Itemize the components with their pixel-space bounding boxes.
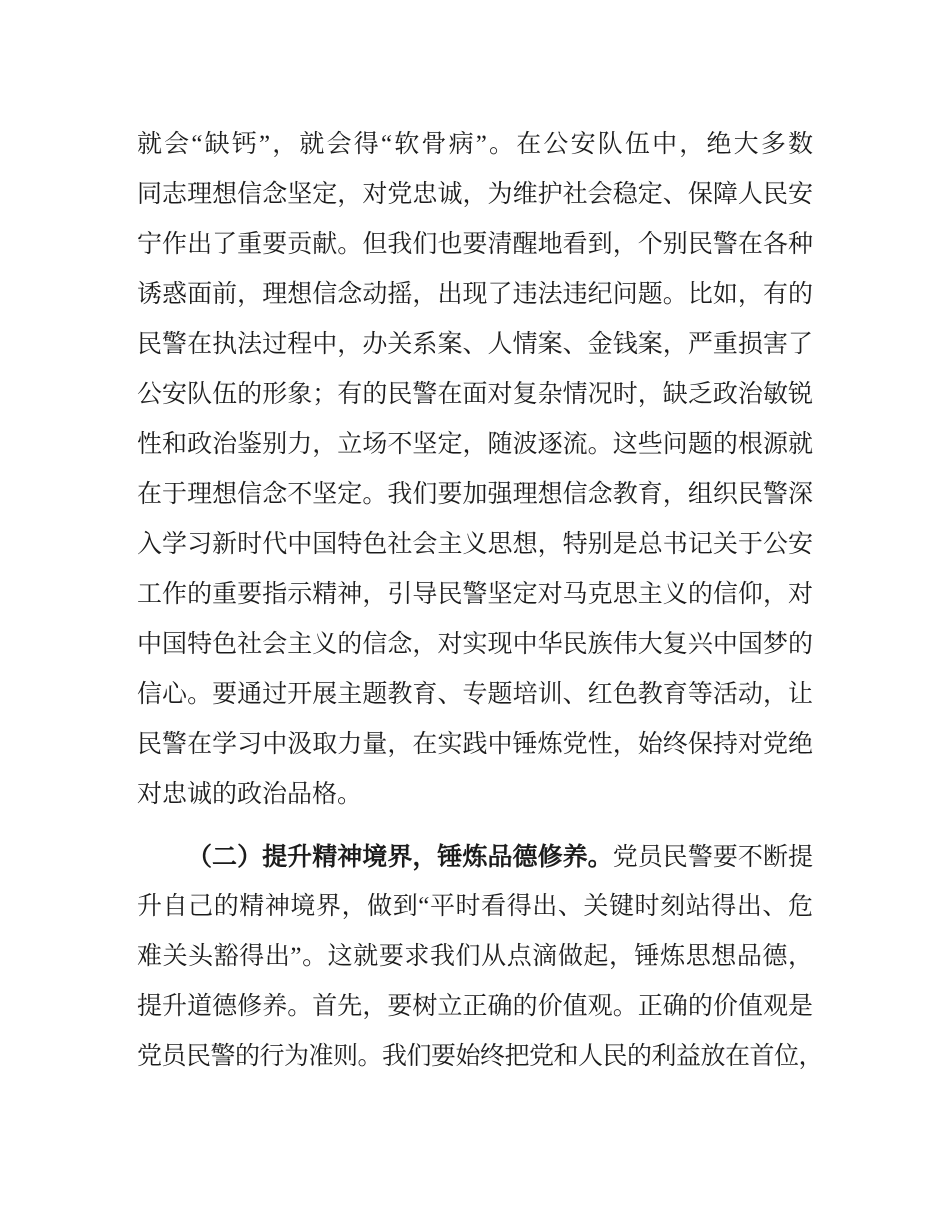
document-content [137, 120, 824, 1082]
text-line [137, 832, 813, 882]
paragraph [137, 832, 824, 1082]
text-line: 就会“缺钙”，就会得“软骨病”。在公安队伍中，绝大多数 [137, 131, 813, 158]
text-line: 难关头豁得出”。这就要求我们从点滴做起，锤炼思想品德， [137, 943, 813, 970]
text-line: 宁作出了重要贡献。但我们也要清醒地看到，个别民警在各种 [137, 231, 813, 258]
text-line: 信心。要通过开展主题教育、专题培训、红色教育等活动，让 [137, 681, 813, 708]
text-line: 中国特色社会主义的信念，对实现中华民族伟大复兴中国梦的 [137, 631, 813, 658]
text-line: 民警在学习中汲取力量，在实践中锤炼党性，始终保持对党绝 [137, 731, 813, 758]
text-line: 在于理想信念不坚定。我们要加强理想信念教育，组织民警深 [137, 481, 813, 508]
text-line: 对忠诚的政治品格。 [137, 781, 363, 808]
section-heading: （二）提升精神境界，锤炼品德修养。 [187, 843, 613, 871]
text-line: 民警在执法过程中，办关系案、人情案、金钱案，严重损害了 [137, 331, 813, 358]
text-line: 党员民警的行为准则。我们要始终把党和人民的利益放在首位， [137, 1043, 824, 1070]
text-line: 提升道德修养。首先，要树立正确的价值观。正确的价值观是 [137, 993, 813, 1020]
heading-line-rest: 党员民警要不断提 [612, 844, 813, 871]
text-line: 入学习新时代中国特色社会主义思想，特别是总书记关于公安 [137, 531, 813, 558]
text-line: 升自己的精神境界，做到“平时看得出、关键时刻站得出、危 [137, 893, 813, 920]
text-line: 工作的重要指示精神，引导民警坚定对马克思主义的信仰，对 [137, 581, 813, 608]
text-line: 诱惑面前，理想信念动摇，出现了违法违纪问题。比如，有的 [137, 281, 813, 308]
paragraph [137, 120, 817, 820]
text-line: 公安队伍的形象；有的民警在面对复杂情况时，缺乏政治敏锐 [137, 381, 813, 408]
text-line: 性和政治鉴别力，立场不坚定，随波逐流。这些问题的根源就 [137, 431, 813, 458]
text-line: 同志理想信念坚定，对党忠诚，为维护社会稳定、保障人民安 [137, 181, 813, 208]
